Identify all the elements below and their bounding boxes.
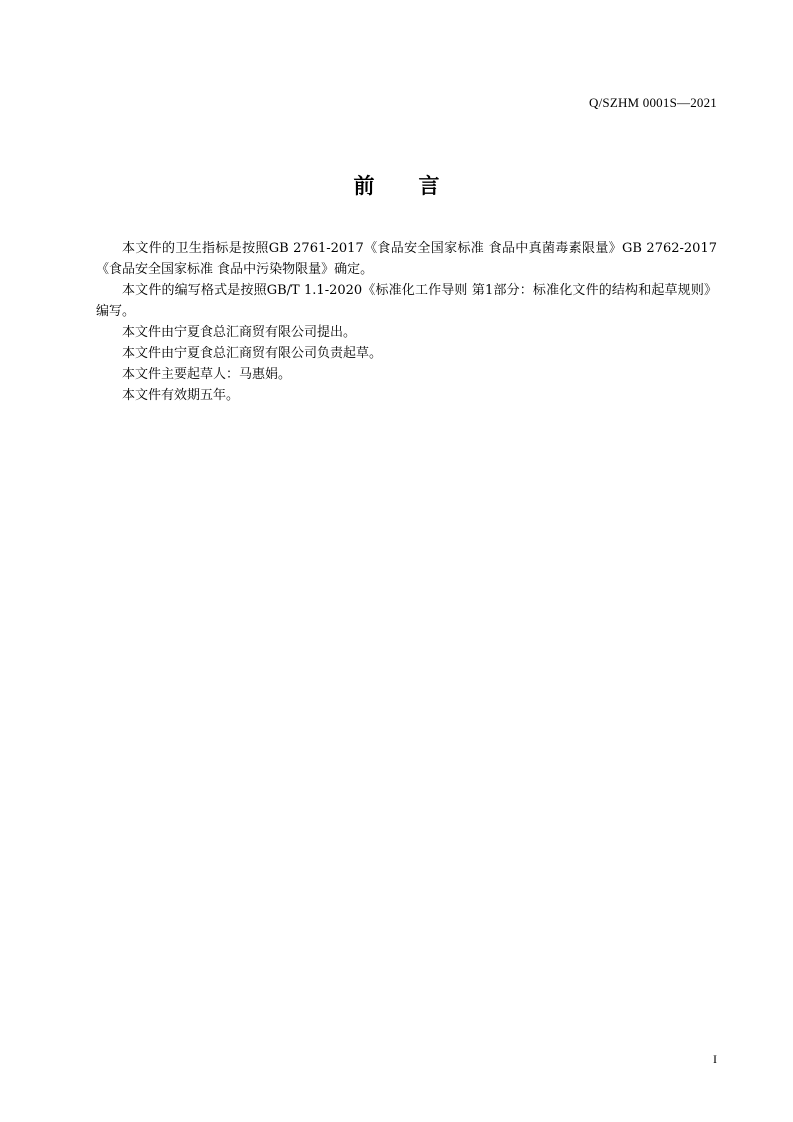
paragraph-hygiene-indicators: 本文件的卫生指标是按照GB 2761-2017《食品安全国家标准 食品中真菌毒素限量》GB 2762-2017《食品安全国家标准 食品中污染物限量》确定。: [96, 241, 717, 277]
page-title: 前言: [353, 174, 484, 198]
page-number: I: [713, 1052, 717, 1066]
paragraph-format: 本文件的编写格式是按照GB/T 1.1-2020《标准化工作导则 第1部分：标准化文件的结构和起草规则》编写。: [96, 283, 717, 319]
standard-code: Q/SZHM 0001S—2021: [589, 95, 717, 110]
paragraph-main-drafter: 本文件主要起草人：马惠娟。: [122, 367, 292, 382]
paragraph-drafted-by: 本文件由宁夏食总汇商贸有限公司负责起草。: [122, 346, 383, 361]
preface-body: [96, 238, 717, 406]
paragraph-proposed-by: 本文件由宁夏食总汇商贸有限公司提出。: [122, 325, 357, 340]
paragraph-validity: 本文件有效期五年。: [122, 388, 240, 403]
